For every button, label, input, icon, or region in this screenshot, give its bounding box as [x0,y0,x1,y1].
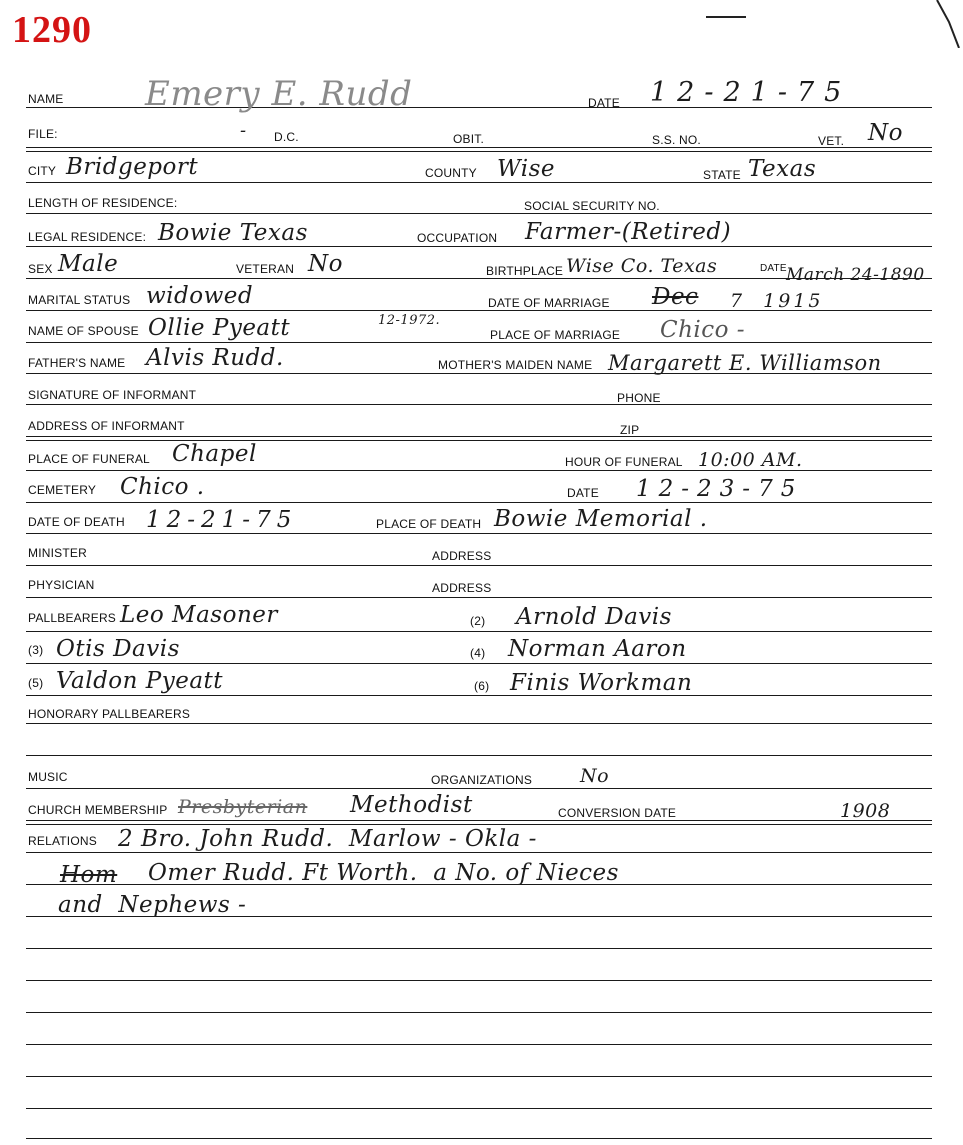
rule-blank-6 [26,1076,932,1077]
label-pallbearer-3: (3) [28,643,44,657]
label-pallbearer-5: (5) [28,676,44,690]
rule-blank-7 [26,1108,932,1109]
rule-relations [26,852,932,853]
label-marital-status: MARITAL STATUS [28,293,131,307]
rule-signature [26,404,932,405]
label-phone: PHONE [617,391,661,405]
label-place-of-funeral: PLACE OF FUNERAL [28,452,150,466]
rule-blank-2 [26,948,932,949]
value-hour-of-funeral: 10:00 AM. [698,449,803,471]
value-cemetery: Chico . [120,474,205,500]
value-date-of-marriage: 7 1915 [730,290,824,312]
page-number: 1290 [12,9,92,51]
rule-cemetery [26,502,932,503]
label-zip: ZIP [620,423,640,437]
value-date: 12-21-75 [650,77,852,108]
rule-legal-residence [26,246,932,247]
label-place-of-marriage: PLACE OF MARRIAGE [490,328,621,342]
rule-pallbearers-34 [26,663,932,664]
value-county: Wise [497,156,556,182]
label-honorary-pallbearers: HONORARY PALLBEARERS [28,707,191,721]
label-pallbearer-4: (4) [470,646,486,660]
label-name: NAME [28,92,64,106]
label-conversion-date: CONVERSION DATE [558,806,677,820]
value-relations-line-2: Omer Rudd. Ft Worth. a No. of Nieces [148,860,619,886]
rule-blank-4 [26,1012,932,1013]
label-file: FILE: [28,127,58,141]
label-pallbearer-6: (6) [474,679,490,693]
label-date: DATE [588,96,620,110]
label-obit: OBIT. [453,132,485,146]
label-physician-address: ADDRESS [432,581,492,595]
rule-blank-1 [26,755,932,756]
value-marital-status: widowed [146,283,254,309]
rule-blank-8 [26,1138,932,1139]
value-state: Texas [748,156,817,182]
value-fathers-name: Alvis Rudd. [146,345,284,371]
value-veteran: No [308,251,343,277]
rule-church-double [26,824,932,825]
label-music: MUSIC [28,770,68,784]
value-pallbearer-3: Otis Davis [56,636,180,662]
rule-church [26,820,932,821]
label-pallbearers: PALLBEARERS [28,611,117,625]
label-relations: RELATIONS [28,834,97,848]
rule-file-double [26,151,932,152]
rule-music [26,788,932,789]
value-relations-line-1: 2 Bro. John Rudd. Marlow - Okla - [118,826,537,852]
rule-minister [26,565,932,566]
label-church-membership: CHURCH MEMBERSHIP [28,803,168,817]
label-minister-address: ADDRESS [432,549,492,563]
label-address-of-informant: ADDRESS OF INFORMANT [28,419,185,433]
value-place-of-death: Bowie Memorial . [494,506,708,532]
label-date-of-marriage: DATE OF MARRIAGE [488,296,610,310]
value-birthplace: Wise Co. Texas [566,255,718,277]
label-signature-of-informant: SIGNATURE OF INFORMANT [28,388,197,402]
label-organizations: ORGANIZATIONS [431,773,533,787]
value-spouse-note: 12-1972. [378,313,441,328]
rule-blank-5 [26,1044,932,1045]
value-legal-residence: Bowie Texas [158,220,308,246]
label-fathers-name: FATHER'S NAME [28,356,126,370]
rule-death [26,533,932,534]
label-place-of-death: PLACE OF DEATH [376,517,482,531]
label-mothers-maiden-name: MOTHER'S MAIDEN NAME [438,358,593,372]
value-place-of-funeral: Chapel [172,441,257,467]
value-city: Bridgeport [66,154,199,180]
value-name-of-spouse: Ollie Pyeatt [148,315,291,341]
rule-blank-3 [26,980,932,981]
label-birthplace: BIRTHPLACE [486,264,564,278]
value-relations-line-3: and Nephews - [58,892,247,918]
label-county: COUNTY [425,166,477,180]
label-hour-of-funeral: HOUR OF FUNERAL [565,455,683,469]
label-social-security-no: SOCIAL SECURITY NO. [524,199,660,213]
label-veteran: VETERAN [236,262,295,276]
label-cemetery: CEMETERY [28,483,97,497]
label-length-of-residence: LENGTH OF RESIDENCE: [28,196,178,210]
label-legal-residence: LEGAL RESIDENCE: [28,230,147,244]
value-pallbearer-1: Leo Masoner [120,602,278,628]
label-pallbearer-2: (2) [470,614,486,628]
label-birth-date: DATE [760,263,787,274]
rule-pallbearers-56 [26,695,932,696]
rule-informant-address [26,436,932,437]
rule-honorary [26,723,932,724]
label-dc: D.C. [274,130,299,144]
value-cemetery-date: 12-23-75 [636,476,804,502]
rule-file [26,147,932,148]
value-date-of-marriage-struck: Dec [652,284,699,310]
value-relations-line-2-struck: Hom [60,862,118,888]
label-name-of-spouse: NAME OF SPOUSE [28,324,139,338]
label-date-of-death: DATE OF DEATH [28,515,125,529]
rule-city [26,182,932,183]
value-pallbearer-4: Norman Aaron [508,636,687,662]
label-sex: SEX [28,262,53,276]
label-cemetery-date: DATE [567,486,599,500]
value-birth-date: March 24-1890 [786,265,925,285]
value-pallbearer-5: Valdon Pyeatt [56,668,224,694]
value-file-dash: - [240,120,247,141]
value-church-membership: Methodist [350,792,473,818]
value-date-of-death: 12-21-75 [146,507,298,533]
label-state: STATE [703,168,741,182]
rule-pallbearers [26,631,932,632]
value-occupation: Farmer-(Retired) [525,219,732,245]
rule-residence-length [26,213,932,214]
value-organizations: No [580,765,610,787]
rule-informant-address-double [26,440,932,441]
label-minister: MINISTER [28,546,87,560]
label-ss-no: S.S. NO. [652,133,701,147]
value-vet: No [868,120,903,146]
value-name: Emery E. Rudd [145,74,413,114]
label-occupation: OCCUPATION [417,231,498,245]
value-pallbearer-6: Finis Workman [510,670,693,696]
dash-mark [706,16,746,18]
value-place-of-marriage: Chico - [660,317,746,343]
page-corner-mark [935,0,961,48]
value-church-struck: Presbyterian [178,796,308,818]
value-pallbearer-2: Arnold Davis [516,604,672,630]
label-vet: VET. [818,134,845,148]
label-city: CITY [28,164,57,178]
value-mothers-maiden-name: Margarett E. Williamson [608,351,882,375]
value-conversion-date: 1908 [840,800,891,822]
label-physician: PHYSICIAN [28,578,95,592]
rule-spouse [26,342,932,343]
value-sex: Male [58,251,119,277]
rule-physician [26,597,932,598]
